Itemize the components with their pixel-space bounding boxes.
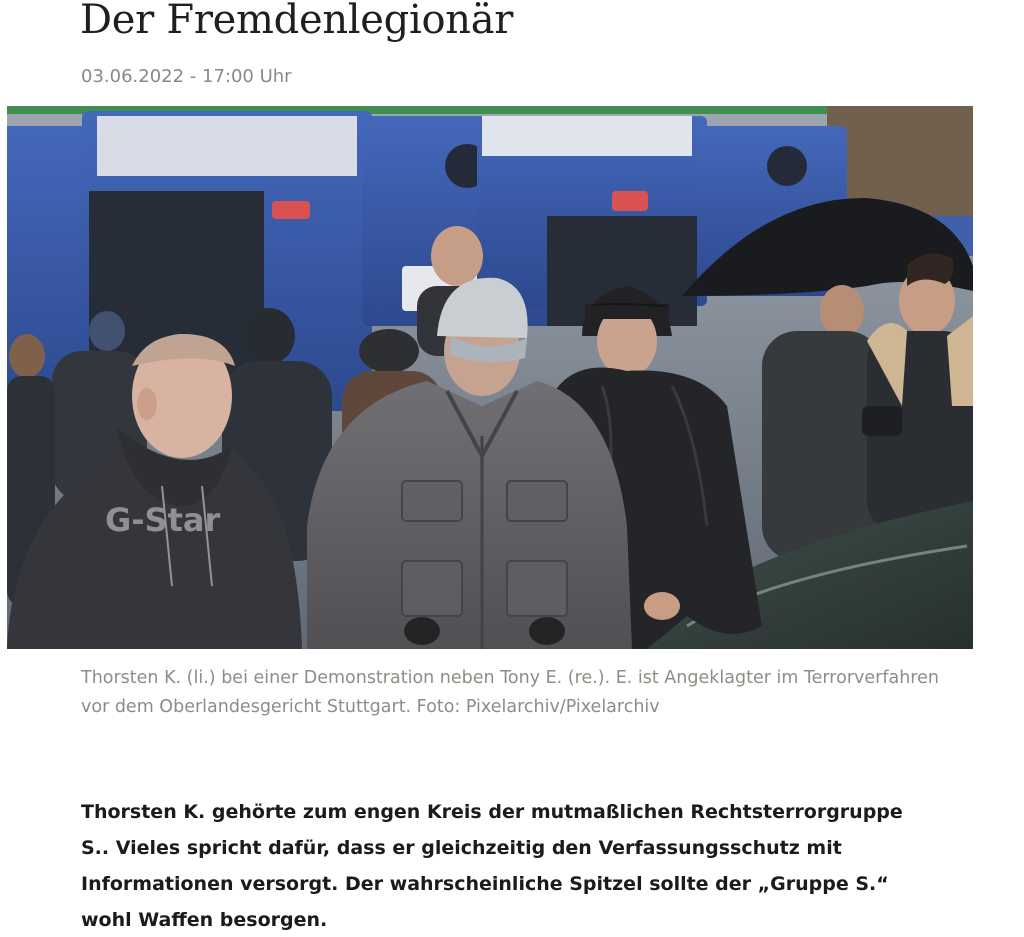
article-date: 03.06.2022 - 17:00 Uhr — [81, 66, 292, 87]
demonstration-photo-illustration — [7, 106, 973, 649]
article-lead: Thorsten K. gehörte zum engen Kreis der mutmaßlichen Rechtsterrorgruppe S.. Vieles spricht dafür, dass er gleichzeitig den Verfassungsschutz mit Informationen versorgt. Der wahrscheinliche Spitzel sollte der „Gruppe S.“ wohl Waffen besorgen. — [81, 801, 903, 931]
photo-caption: Thorsten K. (li.) bei einer Demonstration neben Tony E. (re.). E. ist Angeklagter im Terrorverfahren vor dem Oberlandesgericht Stuttgart. Foto: Pixelarchiv/Pixelarchiv — [81, 668, 939, 717]
hoodie-print: G-Star — [105, 501, 221, 539]
article-photo[interactable] — [7, 106, 973, 649]
article-title: Der Fremdenlegionär — [80, 0, 514, 43]
